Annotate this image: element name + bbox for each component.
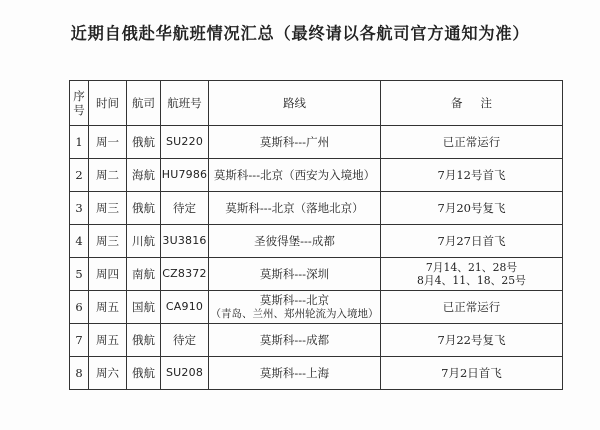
header-note-label: 备注 [451, 95, 510, 110]
cell-number: 3 [70, 192, 89, 225]
cell-route: 莫斯科---北京（西安为入境地） [209, 159, 381, 192]
cell-note: 已正常运行 [381, 126, 563, 159]
cell-note-line2: 8月4、11、18、25号 [417, 274, 526, 287]
table-row [70, 258, 563, 291]
cell-route: 莫斯科---深圳 [209, 258, 381, 291]
header-airline: 航司 [127, 81, 161, 126]
cell-route: 莫斯科---成都 [209, 324, 381, 357]
cell-route-main: 莫斯科---北京 [259, 293, 330, 308]
cell-day: 周二 [89, 159, 127, 192]
cell-number: 4 [70, 225, 89, 258]
header-number-line1: 序 [73, 88, 85, 103]
table-row [70, 357, 563, 390]
cell-number: 8 [70, 357, 89, 390]
cell-route: 圣彼得堡---成都 [209, 225, 381, 258]
table-header-row [70, 81, 563, 126]
header-flight: 航班号 [161, 81, 209, 126]
cell-note [381, 258, 563, 291]
cell-airline: 海航 [127, 159, 161, 192]
cell-route: 莫斯科---广州 [209, 126, 381, 159]
cell-flight: CA910 [161, 291, 209, 324]
cell-flight: CZ8372 [161, 258, 209, 291]
header-note [381, 81, 563, 126]
cell-flight: 待定 [161, 324, 209, 357]
document-title: 近期自俄赴华航班情况汇总（最终请以各航司官方通知为准） [70, 24, 530, 43]
table-row [70, 126, 563, 159]
cell-flight: SU208 [161, 357, 209, 390]
cell-number: 1 [70, 126, 89, 159]
table-row [70, 324, 563, 357]
cell-number: 2 [70, 159, 89, 192]
cell-airline: 川航 [127, 225, 161, 258]
cell-airline: 俄航 [127, 126, 161, 159]
cell-airline: 国航 [127, 291, 161, 324]
cell-note: 7月20号复飞 [381, 192, 563, 225]
cell-day: 周五 [89, 324, 127, 357]
cell-note: 7月2日首飞 [381, 357, 563, 390]
table-row [70, 159, 563, 192]
table-row [70, 291, 563, 324]
cell-note: 7月27日首飞 [381, 225, 563, 258]
cell-day: 周四 [89, 258, 127, 291]
cell-route-sub: （青岛、兰州、郑州轮流为入境地） [210, 307, 379, 320]
cell-number: 5 [70, 258, 89, 291]
cell-route: 莫斯科---北京（落地北京） [209, 192, 381, 225]
cell-flight: SU220 [161, 126, 209, 159]
flight-schedule-table [69, 80, 563, 390]
cell-note: 7月22号复飞 [381, 324, 563, 357]
cell-flight: HU7986 [161, 159, 209, 192]
cell-airline: 南航 [127, 258, 161, 291]
table-row [70, 225, 563, 258]
cell-number: 7 [70, 324, 89, 357]
cell-day: 周一 [89, 126, 127, 159]
cell-flight: 3U3816 [161, 225, 209, 258]
cell-note-line1: 7月14、21、28号 [425, 260, 518, 274]
cell-day: 周五 [89, 291, 127, 324]
cell-airline: 俄航 [127, 192, 161, 225]
cell-route [209, 291, 381, 324]
header-day: 时间 [89, 81, 127, 126]
header-number [70, 81, 89, 126]
header-number-line2: 号 [73, 103, 85, 117]
cell-note: 已正常运行 [381, 291, 563, 324]
cell-note: 7月12号首飞 [381, 159, 563, 192]
cell-airline: 俄航 [127, 324, 161, 357]
table-row [70, 192, 563, 225]
cell-day: 周三 [89, 225, 127, 258]
cell-flight: 待定 [161, 192, 209, 225]
cell-day: 周六 [89, 357, 127, 390]
cell-day: 周三 [89, 192, 127, 225]
cell-airline: 俄航 [127, 357, 161, 390]
header-route: 路线 [209, 81, 381, 126]
cell-number: 6 [70, 291, 89, 324]
cell-route: 莫斯科---上海 [209, 357, 381, 390]
